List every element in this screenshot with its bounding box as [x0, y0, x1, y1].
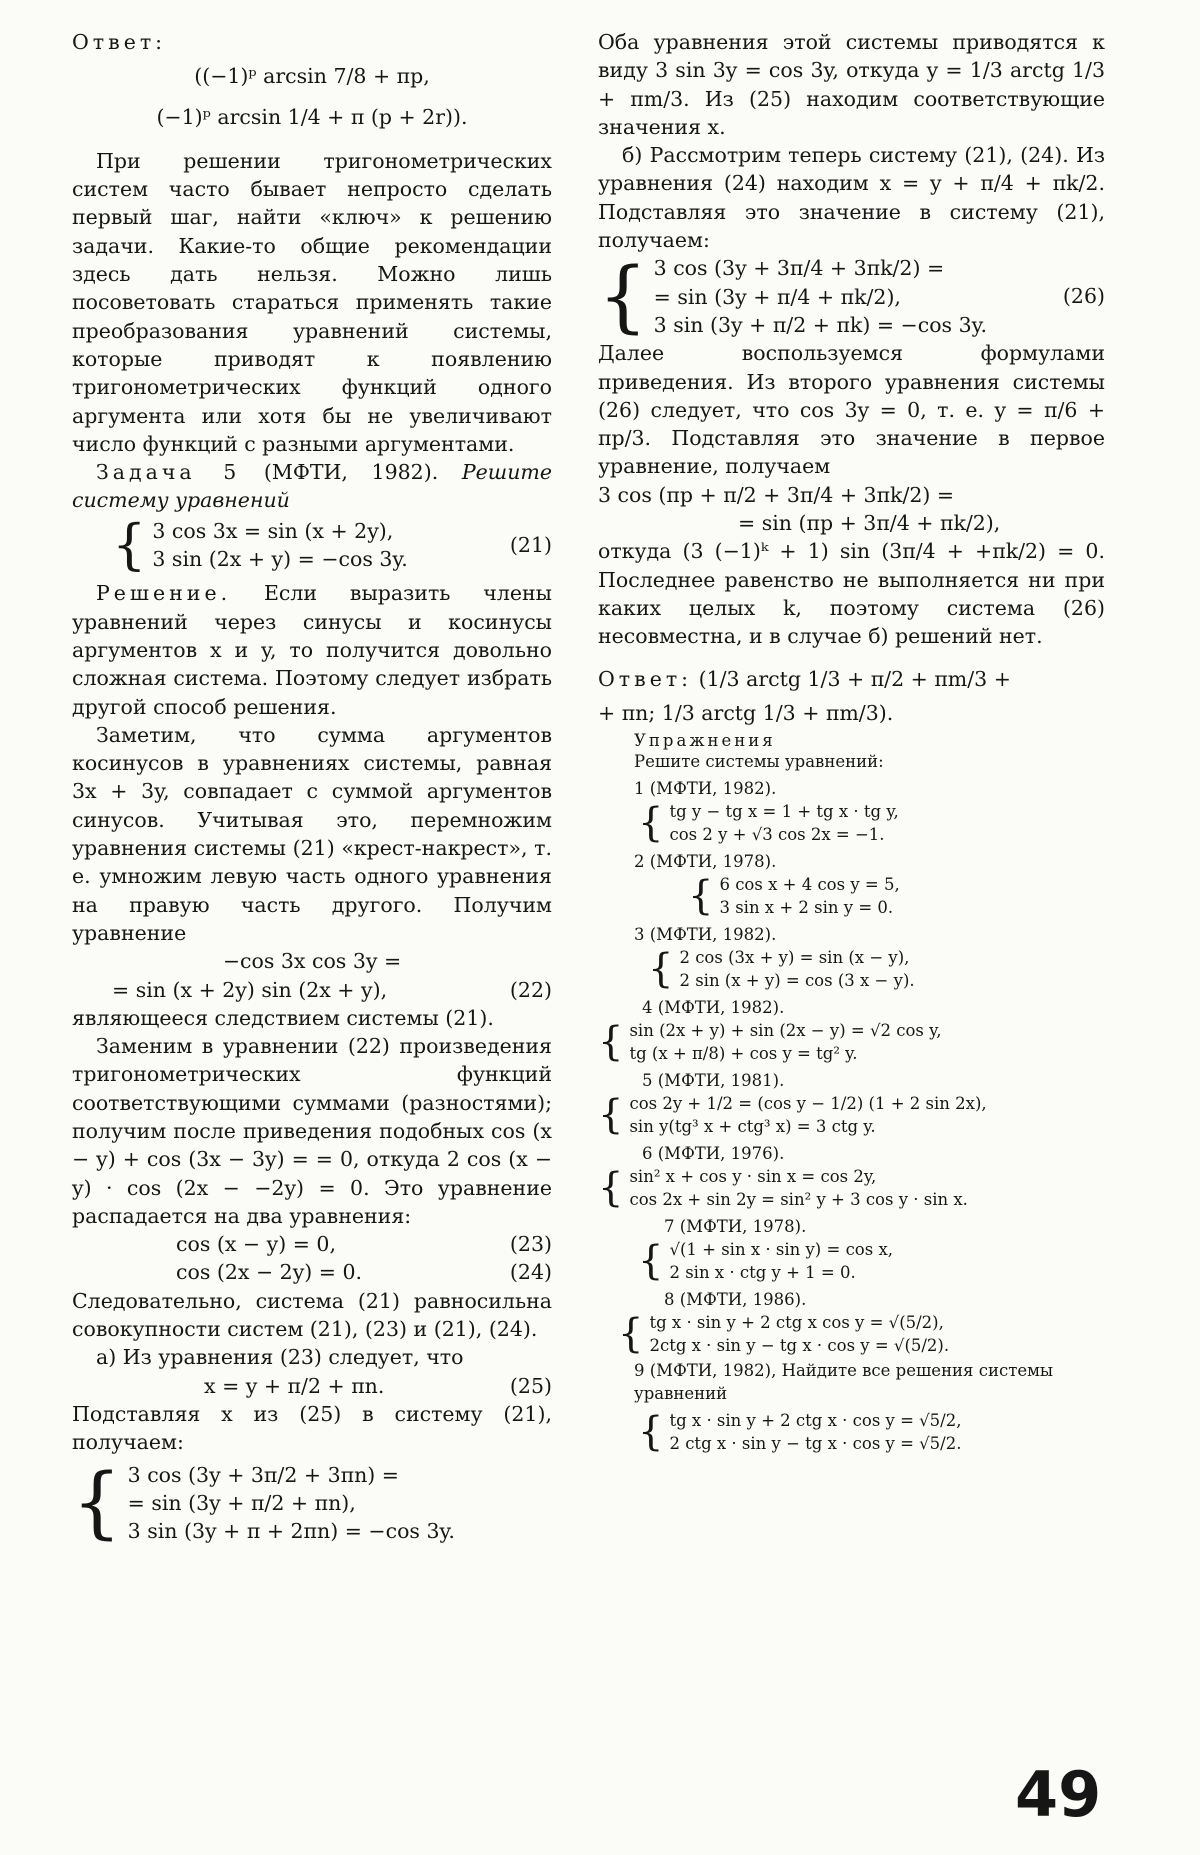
answer2	[598, 665, 1105, 693]
equation: = sin (3y + π/4 + πk/2),	[653, 284, 901, 309]
equation-23	[72, 1230, 552, 1258]
paragraph: Оба уравнения этой системы приводятся к виду 3 sin 3y = cos 3y, откуда y = 1/3 arctg 1/3 + πm/3. Из (25) находим соответствующие значения x.	[598, 30, 1105, 139]
equation-number: (24)	[509, 1260, 552, 1285]
equation: tg x · sin y + 2 ctg x cos y = √(5/2),	[649, 1313, 944, 1333]
equation-line: 3 cos (πp + π/2 + 3π/4 + 3πk/2) =	[598, 482, 955, 507]
equation: 3 sin (3y + π + 2πn) = −cos 3y.	[127, 1519, 455, 1544]
system-21	[112, 513, 552, 577]
brace-icon: {	[638, 800, 664, 847]
paragraph: При решении тригонометрических систем часто бывает непросто сделать первый шаг, найти «ключ» к решению задачи. Какие-то общие рекомендации здесь дать нельзя. Можно лишь посоветовать стараться применять такие преобразования уравнений системы, которые приводят к появлению тригонометрических функций одного аргумента или хотя бы не увеличивают число функций с разными аргументами.	[72, 148, 552, 456]
equation-24	[72, 1258, 552, 1286]
exercises-title: Упражнения	[634, 731, 776, 751]
exercise-9-head: 9 (МФТИ, 1982), Найдите все решения системы уравнений	[634, 1361, 1054, 1404]
equation: cos (x − y) = 0,	[176, 1232, 336, 1257]
paragraph: б) Рассмотрим теперь систему (21), (24). Из уравнения (24) находим x = y + π/4 + πk/2. Подставляя это значение в систему (21), получаем:	[598, 143, 1105, 253]
exercise-head: 1 (МФТИ, 1982).	[634, 779, 777, 799]
paragraph: являющееся следствием системы (21).	[72, 1005, 494, 1030]
brace-icon: {	[638, 1238, 664, 1285]
exercise-head: 8 (МФТИ, 1986).	[664, 1290, 807, 1310]
equation: cos 2x + sin 2y = sin² y + 3 cos y · sin x.	[629, 1190, 968, 1210]
paragraph: Заметим, что сумма аргументов косинусов в уравнениях системы, равная 3x + 3y, совпадает с суммой аргументов синусов. Учитывая это, перемножим уравнения системы (21) «крест-накрест», т. е. умножим левую часть одного уравнения на правую часть другого. Получим уравнение	[72, 722, 552, 945]
equation: sin y(tg³ x + ctg³ x) = 3 ctg y.	[629, 1117, 876, 1137]
system-a	[72, 1457, 552, 1548]
equation: = sin (x + 2y) sin (2x + y),	[112, 977, 388, 1002]
exercise-head: 3 (МФТИ, 1982).	[634, 925, 777, 945]
equation: 2ctg x · sin y − tg x · cos y = √(5/2).	[649, 1336, 950, 1356]
exercise-head: 6 (МФТИ, 1976).	[642, 1144, 785, 1164]
exercise-head: 4 (МФТИ, 1982).	[642, 998, 785, 1018]
equation: 3 cos (3y + 3π/2 + 3πn) =	[127, 1462, 399, 1487]
page-number: 49	[1015, 1758, 1102, 1831]
equation: 2 sin x · ctg y + 1 = 0.	[669, 1263, 856, 1283]
brace-icon: {	[598, 1165, 624, 1212]
brace-icon: {	[112, 513, 147, 577]
solution-label: Решение.	[96, 581, 232, 606]
equation: 2 sin (x + y) = cos (3 x − y).	[679, 971, 915, 991]
equation: 2 ctg x · sin y − tg x · cos y = √5/2.	[669, 1434, 962, 1454]
equation: x = y + π/2 + πn.	[204, 1373, 385, 1398]
equation: √(1 + sin x · sin y) = cos x,	[669, 1240, 894, 1260]
exercise-3	[598, 923, 1105, 992]
task-source: (МФТИ, 1982).	[263, 460, 439, 485]
paragraph: Подставляя x из (25) в систему (21), получаем:	[72, 1401, 552, 1455]
task-heading	[72, 458, 552, 515]
equation-25	[72, 1372, 552, 1400]
brace-icon: {	[598, 251, 648, 342]
equation: = sin (3y + π/2 + πn),	[127, 1490, 356, 1515]
paragraph: Далее воспользуемся формулами приведения. Из второго уравнения системы (26) следует, что cos 3y = 0, т. е. y = π/6 + πp/3. Подставляя это значение в первое уравнение, получаем	[598, 341, 1105, 479]
left-column	[72, 28, 552, 1548]
equation: cos 2 y + √3 cos 2x = −1.	[669, 825, 885, 845]
exercise-system	[598, 800, 1105, 846]
brace-icon: {	[598, 1092, 624, 1139]
equation: 3 sin x + 2 sin y = 0.	[719, 898, 894, 918]
answer2-line1: (1/3 arctg 1/3 + π/2 + πm/3 +	[698, 666, 1011, 691]
answer1-line1: ((−1)ᵖ arcsin 7/8 + πp,	[194, 64, 430, 89]
equation: 3 sin (3y + π/2 + πk) = −cos 3y.	[653, 312, 988, 337]
exercise-9-system	[598, 1409, 1105, 1455]
brace-icon: {	[618, 1311, 644, 1358]
exercise-system	[598, 1092, 1105, 1138]
task-statement: Решите систему уравнений	[72, 460, 552, 513]
equation: 2 cos (3x + y) = sin (x − y),	[679, 948, 910, 968]
answer2-label: Ответ:	[598, 666, 693, 691]
answer2-line2: + πn; 1/3 arctg 1/3 + πm/3).	[598, 700, 894, 725]
exercise-1	[598, 777, 1105, 846]
exercise-system	[598, 1238, 1105, 1284]
exercise-8	[598, 1288, 1105, 1357]
equation-number: (23)	[509, 1232, 552, 1257]
exercises-intro: Решите системы уравнений:	[634, 752, 884, 772]
exercise-list	[598, 777, 1105, 1357]
exercise-system	[598, 1311, 1105, 1357]
equation-line: = sin (πp + 3π/4 + πk/2),	[738, 511, 1001, 536]
equation: tg x · sin y + 2 ctg x · cos y = √5/2,	[669, 1411, 962, 1431]
answer1-label: Ответ:	[72, 30, 167, 54]
equation-22-line1: −cos 3x cos 3y =	[222, 949, 402, 974]
exercise-system	[598, 946, 1105, 992]
exercise-6	[598, 1142, 1105, 1211]
paragraph: а) Из уравнения (23) следует, что	[96, 1345, 464, 1370]
equation: cos (2x − 2y) = 0.	[176, 1260, 363, 1285]
equation: 3 cos 3x = sin (x + 2y),	[152, 518, 394, 543]
equation-number: (25)	[509, 1373, 552, 1398]
exercise-head: 7 (МФТИ, 1978).	[664, 1217, 807, 1237]
equation-number: (22)	[509, 977, 552, 1002]
right-column	[598, 28, 1105, 1455]
system-26	[598, 251, 1105, 342]
exercise-system	[598, 1165, 1105, 1211]
paragraph: откуда (3 (−1)ᵏ + 1) sin (3π/4 + +πk/2) = 0. Последнее равенство не выполняется ни при каких целых k, поэтому система (26) несовместна, и в случае б) решений нет.	[598, 539, 1105, 649]
equation-22-line2	[72, 976, 552, 1004]
exercise-head: 2 (МФТИ, 1978).	[634, 852, 777, 872]
brace-icon: {	[688, 873, 714, 920]
equation: cos 2y + 1/2 = (cos y − 1/2) (1 + 2 sin 2x),	[629, 1094, 987, 1114]
solution	[72, 579, 552, 720]
exercise-4	[598, 996, 1105, 1065]
equation: sin (2x + y) + sin (2x − y) = √2 cos y,	[629, 1021, 942, 1041]
exercise-system	[598, 873, 1105, 919]
equation: tg y − tg x = 1 + tg x · tg y,	[669, 802, 899, 822]
equation: 3 cos (3y + 3π/4 + 3πk/2) =	[653, 256, 945, 281]
equation: sin² x + cos y · sin x = cos 2y,	[629, 1167, 877, 1187]
brace-icon: {	[598, 1019, 624, 1066]
equation-number: (21)	[509, 532, 552, 557]
equation: tg (x + π/8) + cos y = tg² y.	[629, 1044, 858, 1064]
equation: 6 cos x + 4 cos y = 5,	[719, 875, 900, 895]
brace-icon: {	[648, 946, 674, 993]
answer1-line2: (−1)ᵖ arcsin 1/4 + π (p + 2r)).	[156, 104, 468, 129]
equation-number: (26)	[1062, 284, 1105, 309]
brace-icon: {	[72, 1457, 122, 1548]
exercise-system	[598, 1019, 1105, 1065]
exercise-7	[598, 1215, 1105, 1284]
exercise-2	[598, 850, 1105, 919]
paragraph: Заменим в уравнении (22) произведения тригонометрических функций соответствующими суммами (разностями); получим после приведения подобных cos (x − y) + cos (3x − 3y) = = 0, откуда 2 cos (x − y) · cos (2x − −2y) = 0. Это уравнение распадается на два уравнения:	[72, 1034, 552, 1228]
exercise-head: 5 (МФТИ, 1981).	[642, 1071, 785, 1091]
equation: 3 sin (2x + y) = −cos 3y.	[152, 547, 408, 572]
brace-icon: {	[638, 1409, 664, 1456]
exercise-5	[598, 1069, 1105, 1138]
paragraph: Следовательно, система (21) равносильна совокупности систем (21), (23) и (21), (24).	[72, 1288, 552, 1342]
task-label: Задача 5	[96, 460, 241, 485]
solution-text: Если выразить члены уравнений через синусы и косинусы аргументов x и y, то получится довольно сложная система. Поэтому следует избрать другой способ решения.	[72, 581, 552, 719]
